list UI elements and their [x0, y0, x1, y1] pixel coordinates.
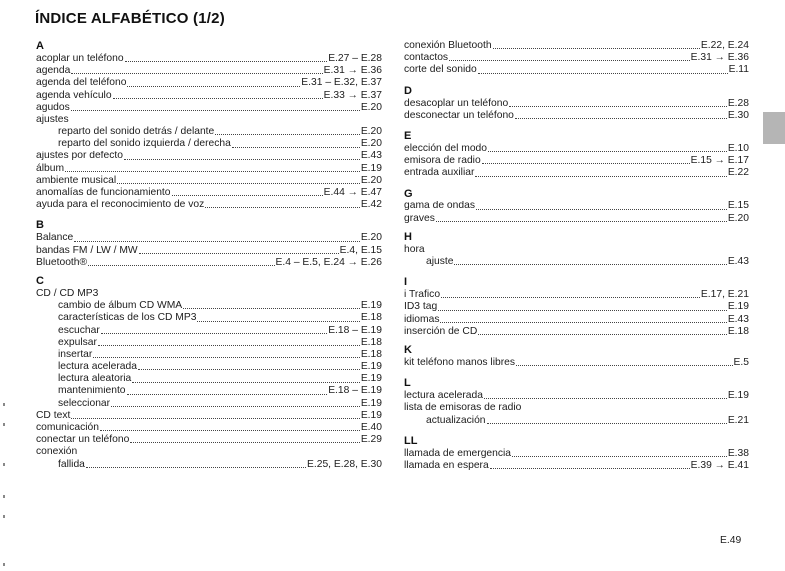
dot-leader [197, 320, 359, 322]
index-entry [36, 312, 382, 324]
entry-pages: E.20 [360, 232, 382, 244]
section-letter: H [404, 230, 412, 243]
entry-pages: E.19 [360, 397, 382, 409]
index-entry [404, 460, 749, 472]
index-entry [404, 201, 749, 213]
entry-pages: E.27 – E.28 [328, 53, 382, 64]
index-entry [36, 151, 382, 163]
entry-term: graves [404, 212, 435, 224]
entry-term: actualización [426, 414, 486, 426]
index-section [404, 40, 749, 77]
index-section [36, 219, 382, 269]
entry-pages: E.4, E.15 [339, 244, 382, 256]
section-letter: I [404, 276, 408, 289]
entry-term: agudos [36, 101, 70, 113]
dot-leader [100, 429, 360, 431]
entry-term: CD text [36, 409, 71, 421]
entry-pages: E.18 – E.19 [328, 385, 382, 397]
index-section [404, 85, 749, 122]
entry-pages: E.19 [360, 409, 382, 421]
index-entry [36, 288, 382, 300]
entry-term: mantenimiento [58, 385, 126, 397]
dot-leader [454, 263, 726, 265]
entry-term: lista de emisoras de radio [404, 402, 522, 414]
entry-term: álbum [36, 162, 65, 174]
dot-leader [476, 208, 727, 210]
entry-pages: E.33 → E.37 [323, 89, 382, 101]
index-entry [404, 448, 749, 460]
entry-pages: E.43 [727, 256, 749, 268]
index-entry [36, 90, 382, 102]
index-section [36, 275, 382, 471]
binding-mark [3, 463, 5, 466]
index-entry [36, 361, 382, 373]
entry-term: insertar [58, 348, 93, 360]
dot-leader [183, 307, 360, 309]
dot-leader [215, 133, 360, 135]
index-entry [404, 357, 749, 369]
entry-pages: E.31 – E.32, E.37 [301, 77, 382, 89]
index-entry [404, 40, 749, 52]
entry-pages: E.17, E.21 [700, 289, 749, 301]
entry-term: entrada auxiliar [404, 167, 475, 179]
index-entry [36, 434, 382, 446]
index-entry [404, 52, 749, 64]
entry-pages: E.39 → E.41 [690, 459, 749, 471]
entry-term: anomalías de funcionamiento [36, 187, 171, 199]
entry-pages: E.21 [727, 414, 749, 426]
index-section [36, 40, 382, 211]
entry-term: reparto del sonido detrás / delante [58, 126, 215, 138]
entry-pages: E.15 → E.17 [690, 155, 749, 167]
index-entry [404, 402, 749, 414]
entry-pages: E.15 [727, 200, 749, 212]
section-letter: D [404, 84, 412, 97]
index-entry [36, 138, 382, 150]
dot-leader [71, 109, 360, 111]
dot-leader [516, 364, 732, 366]
entry-pages: E.18 – E.19 [328, 324, 382, 336]
page-title: ÍNDICE ALFABÉTICO (1/2) [35, 10, 225, 27]
dot-leader [113, 97, 323, 99]
entry-pages: E.38 [727, 447, 749, 459]
index-section [404, 188, 749, 225]
entry-term: Balance [36, 232, 74, 244]
index-entry [36, 102, 382, 114]
entry-pages: E.43 [360, 150, 382, 162]
section-letter: A [36, 40, 44, 52]
entry-term: comunicación [36, 422, 99, 434]
chapter-tab [763, 112, 785, 144]
entry-term: i Trafico [404, 289, 441, 301]
index-section [404, 231, 749, 268]
index-entry [36, 373, 382, 385]
entry-term: ajustes por defecto [36, 150, 124, 162]
entry-term: kit teléfono manos libres [404, 357, 516, 368]
entry-term: cambio de álbum CD WMA [58, 300, 183, 312]
index-entry [404, 326, 749, 338]
dot-leader [74, 240, 360, 242]
index-entry [404, 64, 749, 76]
index-entry [36, 349, 382, 361]
dot-leader [125, 60, 328, 62]
entry-pages: E.30 [727, 109, 749, 121]
index-entry [404, 244, 749, 256]
section-letter: B [36, 219, 44, 232]
binding-mark [3, 515, 5, 518]
section-letter: K [404, 344, 412, 356]
binding-mark [3, 423, 5, 426]
index-section [404, 435, 749, 472]
entry-term: inserción de CD [404, 325, 478, 337]
index-entry [36, 53, 382, 65]
dot-leader [436, 220, 727, 222]
index-entry [36, 386, 382, 398]
entry-term: emisora de radio [404, 155, 481, 167]
dot-leader [101, 332, 327, 334]
entry-pages: E.20 [727, 212, 749, 224]
index-entry [36, 163, 382, 175]
entry-pages: E.4 – E.5, E.24 → E.26 [275, 256, 382, 268]
entry-pages: E.43 [727, 313, 749, 325]
entry-term: contactos [404, 52, 449, 64]
index-section [404, 377, 749, 427]
dot-leader [488, 150, 727, 152]
index-column-left [36, 40, 382, 471]
entry-pages: E.28 [727, 97, 749, 109]
index-section [404, 276, 749, 338]
index-entry [36, 300, 382, 312]
entry-pages: E.25, E.28, E.30 [307, 458, 382, 470]
entry-term: hora [404, 243, 425, 255]
dot-leader [130, 441, 360, 443]
entry-term: llamada de emergencia [404, 447, 512, 459]
entry-term: conexión [36, 446, 78, 458]
dot-leader [493, 47, 700, 49]
entry-term: ajuste [426, 256, 454, 268]
entry-term: elección del modo [404, 142, 487, 154]
index-entry [36, 257, 382, 269]
index-entry [404, 390, 749, 402]
dot-leader [86, 466, 306, 468]
entry-term: conexión Bluetooth [404, 40, 492, 51]
index-entry [404, 415, 749, 427]
entry-term: lectura aleatoria [58, 373, 132, 385]
entry-pages: E.20 [360, 174, 382, 186]
entry-term: expulsar [58, 336, 97, 348]
entry-pages: E.18 [360, 312, 382, 324]
entry-pages: E.19 [360, 162, 382, 174]
entry-term: CD / CD MP3 [36, 288, 99, 299]
entry-term: lectura acelerada [404, 390, 483, 402]
dot-leader [440, 321, 726, 323]
entry-pages: E.31 → E.36 [323, 65, 382, 77]
index-entry [36, 410, 382, 422]
dot-leader [132, 381, 360, 383]
dot-leader [71, 417, 359, 419]
dot-leader [138, 368, 360, 370]
dot-leader [124, 158, 360, 160]
entry-term: bandas FM / LW / MW [36, 244, 138, 256]
index-entry [36, 422, 382, 434]
entry-term: agenda vehículo [36, 89, 112, 101]
section-letter: LL [404, 434, 418, 447]
dot-leader [205, 206, 360, 208]
entry-term: ajustes [36, 113, 69, 125]
entry-pages: E.19 [727, 301, 749, 313]
dot-leader [111, 405, 360, 407]
entry-term: ayuda para el reconocimiento de voz [36, 199, 205, 211]
entry-pages: E.11 [728, 64, 749, 76]
index-entry [404, 167, 749, 179]
dot-leader [65, 170, 360, 172]
entry-term: idiomas [404, 313, 440, 325]
entry-term: corte del sonido [404, 64, 477, 76]
entry-pages: E.10 [727, 142, 749, 154]
entry-term: reparto del sonido izquierda / derecha [58, 138, 231, 150]
index-entry [404, 314, 749, 326]
index-entry [404, 143, 749, 155]
entry-term: agenda del teléfono [36, 77, 127, 89]
entry-pages: E.22, E.24 [700, 40, 749, 51]
entry-term: lectura acelerada [58, 361, 137, 373]
index-entry [36, 65, 382, 77]
index-entry [36, 232, 382, 244]
entry-pages: E.19 [360, 300, 382, 312]
entry-pages: E.40 [360, 422, 382, 434]
index-entry [36, 187, 382, 199]
entry-pages: E.19 [360, 373, 382, 385]
dot-leader [438, 309, 727, 311]
entry-term: fallida [58, 458, 85, 470]
index-entry [36, 114, 382, 126]
dot-leader [475, 175, 726, 177]
dot-leader [515, 117, 727, 119]
index-entry [36, 126, 382, 138]
entry-term: Bluetooth® [36, 256, 88, 268]
entry-pages: E.19 [360, 361, 382, 373]
entry-pages: E.18 [360, 336, 382, 348]
entry-pages: E.42 [360, 199, 382, 211]
index-section [404, 130, 749, 180]
dot-leader [490, 467, 690, 469]
dot-leader [441, 296, 700, 298]
entry-pages: E.20 [360, 101, 382, 113]
dot-leader [127, 85, 300, 87]
dot-leader [98, 344, 360, 346]
index-entry [404, 155, 749, 167]
entry-term: gama de ondas [404, 200, 475, 212]
dot-leader [71, 72, 322, 74]
dot-leader [512, 455, 727, 457]
dot-leader [509, 105, 727, 107]
entry-pages: E.5 [733, 357, 749, 368]
index-entry [36, 325, 382, 337]
dot-leader [93, 356, 359, 358]
binding-mark [3, 563, 5, 566]
index-entry [404, 110, 749, 122]
index-section [404, 344, 749, 369]
page-number: E.49 [720, 535, 742, 546]
entry-pages: E.19 [727, 390, 749, 402]
index-entry [36, 245, 382, 257]
dot-leader [88, 264, 274, 266]
index-entry [404, 301, 749, 313]
entry-term: escuchar [58, 324, 100, 336]
section-letter: C [36, 275, 44, 287]
binding-mark [3, 403, 5, 406]
entry-term: desconectar un teléfono [404, 109, 514, 121]
dot-leader [127, 393, 328, 395]
entry-term: seleccionar [58, 397, 111, 409]
index-column-right [404, 40, 749, 472]
index-entry [36, 199, 382, 211]
dot-leader [478, 72, 728, 74]
section-letter: L [404, 377, 411, 390]
index-entry [36, 398, 382, 410]
dot-leader [232, 146, 360, 148]
entry-term: agenda [36, 65, 71, 77]
dot-leader [449, 59, 690, 61]
entry-term: características de los CD MP3 [58, 312, 197, 324]
index-entry [404, 213, 749, 225]
entry-term: llamada en espera [404, 459, 489, 471]
entry-pages: E.20 [360, 126, 382, 138]
entry-term: ID3 tag [404, 301, 438, 313]
binding-mark [3, 495, 5, 498]
index-entry [36, 459, 382, 471]
index-entry [36, 77, 382, 89]
index-entry [36, 446, 382, 458]
dot-leader [139, 252, 339, 254]
entry-pages: E.29 [360, 434, 382, 446]
entry-pages: E.44 → E.47 [323, 187, 382, 199]
entry-pages: E.20 [360, 138, 382, 150]
dot-leader [478, 333, 727, 335]
entry-term: conectar un teléfono [36, 434, 130, 446]
dot-leader [482, 162, 690, 164]
section-letter: E [404, 129, 412, 142]
dot-leader [487, 422, 727, 424]
entry-pages: E.31 → E.36 [690, 52, 749, 64]
entry-term: desacoplar un teléfono [404, 97, 509, 109]
index-entry [404, 98, 749, 110]
index-entry [404, 256, 749, 268]
index-entry [36, 175, 382, 187]
dot-leader [172, 194, 323, 196]
index-entry [404, 289, 749, 301]
section-letter: G [404, 187, 413, 200]
index-entry [36, 337, 382, 349]
entry-pages: E.18 [727, 325, 749, 337]
entry-term: acoplar un teléfono [36, 53, 124, 64]
dot-leader [484, 397, 727, 399]
entry-term: ambiente musical [36, 174, 117, 186]
entry-pages: E.22 [727, 167, 749, 179]
dot-leader [117, 182, 360, 184]
entry-pages: E.18 [360, 348, 382, 360]
